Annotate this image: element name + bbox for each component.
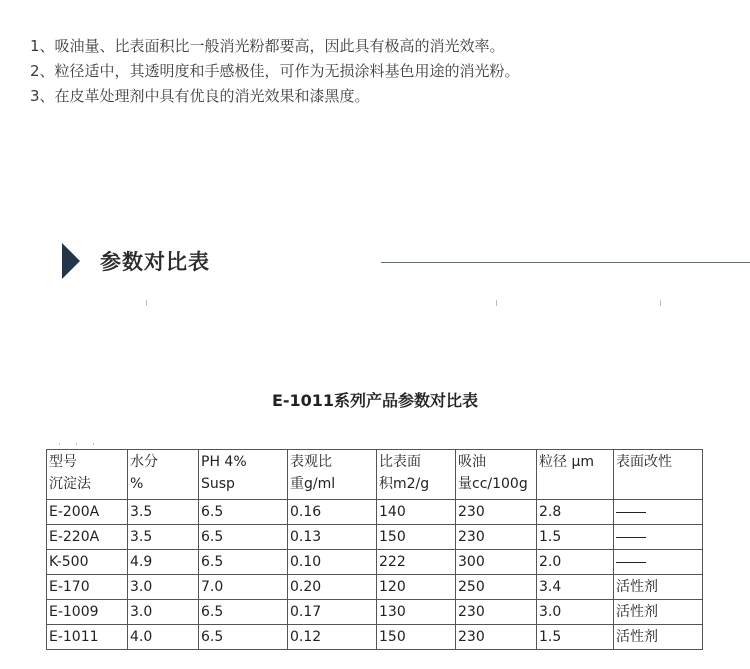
table-row xyxy=(47,575,703,600)
cell-ph: 6.5 xyxy=(199,625,288,650)
cell-model: E-200A xyxy=(47,500,128,525)
table-row xyxy=(47,550,703,575)
cell-density: 0.16 xyxy=(288,500,377,525)
table-row xyxy=(47,525,703,550)
cell-surface-area: 130 xyxy=(377,600,456,625)
cell-moisture: 3.5 xyxy=(128,500,199,525)
divider-tick xyxy=(660,300,661,306)
table-row xyxy=(47,500,703,525)
table-row xyxy=(47,600,703,625)
feature-item-1: 1、吸油量、比表面积比一般消光粉都要高，因此具有极高的消光效率。 xyxy=(30,37,505,55)
cell-oil-absorption: 300 xyxy=(456,550,537,575)
cell-oil-absorption: 230 xyxy=(456,600,537,625)
cell-oil-absorption: 230 xyxy=(456,500,537,525)
cell-particle-size: 3.4 xyxy=(537,575,614,600)
feature-item-3: 3、在皮革处理剂中具有优良的消光效果和漆黑度。 xyxy=(30,87,370,105)
header-cell: 表面改性 xyxy=(614,450,703,500)
section-title: 参数对比表 xyxy=(100,250,210,274)
cell-moisture: 4.0 xyxy=(128,625,199,650)
cell-oil-absorption: 230 xyxy=(456,525,537,550)
cell-model: E-170 xyxy=(47,575,128,600)
table-row xyxy=(47,625,703,650)
cell-surface-area: 150 xyxy=(377,525,456,550)
cell-surface-treatment xyxy=(614,500,703,525)
cell-particle-size: 3.0 xyxy=(537,600,614,625)
cell-ph: 7.0 xyxy=(199,575,288,600)
header-cell: 吸油 量cc/100g xyxy=(456,450,537,500)
cell-moisture: 3.5 xyxy=(128,525,199,550)
cell-model: K-500 xyxy=(47,550,128,575)
chevron-right-icon xyxy=(62,243,80,279)
cell-particle-size: 1.5 xyxy=(537,525,614,550)
cell-particle-size: 1.5 xyxy=(537,625,614,650)
cell-density: 0.20 xyxy=(288,575,377,600)
divider-tick xyxy=(496,300,497,306)
cell-surface-treatment: 活性剂 xyxy=(614,600,703,625)
cell-oil-absorption: 230 xyxy=(456,625,537,650)
table-header-row xyxy=(47,450,703,500)
header-cell: 型号 沉淀法 xyxy=(47,450,128,500)
divider-tick xyxy=(146,300,147,306)
cell-particle-size: 2.8 xyxy=(537,500,614,525)
cell-density: 0.13 xyxy=(288,525,377,550)
decorative-dots: · · · xyxy=(58,440,101,449)
cell-ph: 6.5 xyxy=(199,600,288,625)
cell-surface-area: 222 xyxy=(377,550,456,575)
cell-surface-treatment: 活性剂 xyxy=(614,625,703,650)
cell-model: E-220A xyxy=(47,525,128,550)
header-cell: 水分 % xyxy=(128,450,199,500)
dash-icon xyxy=(616,537,646,538)
feature-list xyxy=(30,34,520,109)
cell-surface-treatment xyxy=(614,525,703,550)
cell-density: 0.17 xyxy=(288,600,377,625)
cell-surface-area: 140 xyxy=(377,500,456,525)
cell-model: E-1011 xyxy=(47,625,128,650)
table-title: E-1011系列产品参数对比表 xyxy=(271,391,479,410)
header-cell: 粒径 μm xyxy=(537,450,614,500)
cell-surface-area: 120 xyxy=(377,575,456,600)
cell-moisture: 4.9 xyxy=(128,550,199,575)
spec-table xyxy=(46,449,703,650)
cell-moisture: 3.0 xyxy=(128,575,199,600)
cell-surface-treatment: 活性剂 xyxy=(614,575,703,600)
section-divider xyxy=(381,262,750,263)
header-cell: PH 4% Susp xyxy=(199,450,288,500)
feature-item-2: 2、粒径适中，其透明度和手感极佳，可作为无损涂料基色用途的消光粉。 xyxy=(30,62,520,80)
cell-surface-area: 150 xyxy=(377,625,456,650)
cell-model: E-1009 xyxy=(47,600,128,625)
cell-ph: 6.5 xyxy=(199,550,288,575)
cell-moisture: 3.0 xyxy=(128,600,199,625)
dash-icon xyxy=(616,512,646,513)
header-cell: 比表面 积m2/g xyxy=(377,450,456,500)
cell-density: 0.12 xyxy=(288,625,377,650)
cell-surface-treatment xyxy=(614,550,703,575)
cell-density: 0.10 xyxy=(288,550,377,575)
cell-ph: 6.5 xyxy=(199,500,288,525)
dash-icon xyxy=(616,562,646,563)
cell-particle-size: 2.0 xyxy=(537,550,614,575)
cell-ph: 6.5 xyxy=(199,525,288,550)
cell-oil-absorption: 250 xyxy=(456,575,537,600)
header-cell: 表观比 重g/ml xyxy=(288,450,377,500)
